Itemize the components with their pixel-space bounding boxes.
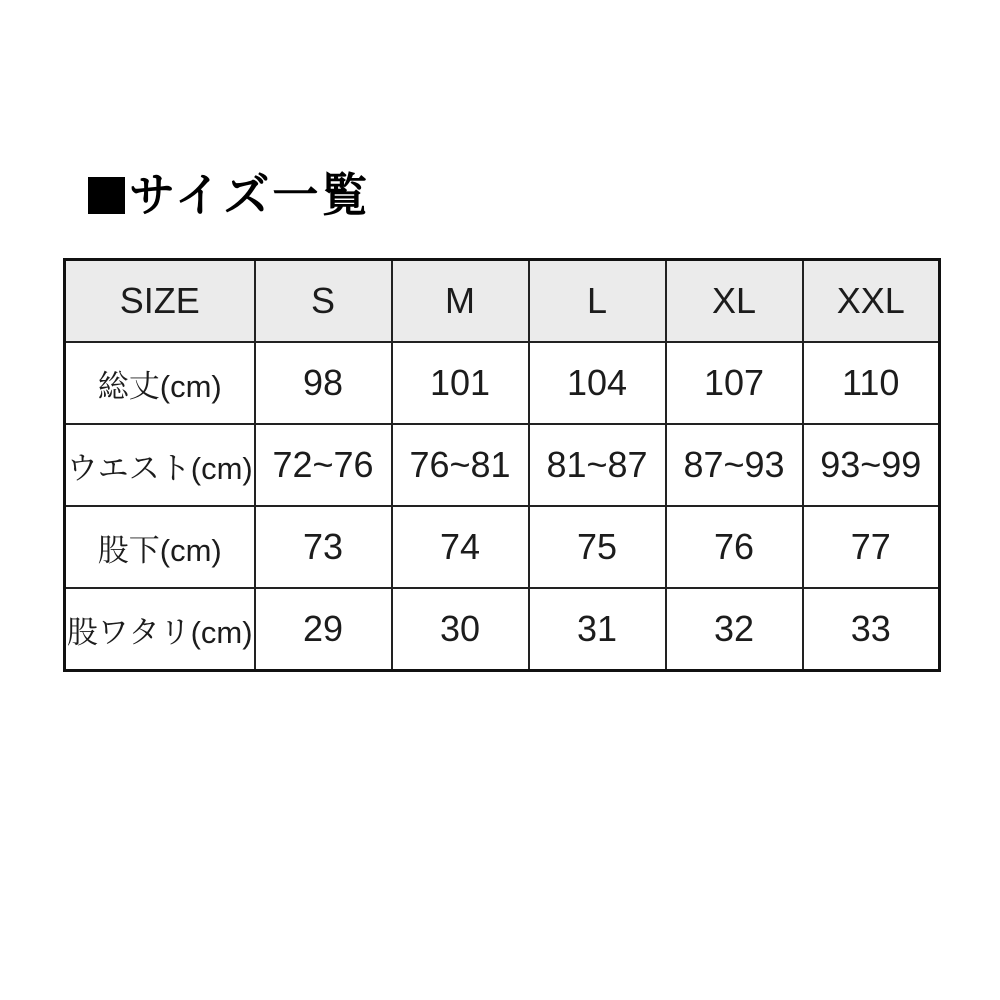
table-row-waist (65, 424, 940, 506)
value-cell: 32 (666, 588, 803, 671)
page-title (88, 169, 371, 221)
value-cell: 87~93 (666, 424, 803, 506)
header-cell-size: SIZE (65, 260, 255, 343)
header-cell-m: M (392, 260, 529, 343)
row-label-thigh-width: 股ワタリ(cm) (65, 588, 255, 671)
row-label-waist: ウエスト(cm) (65, 424, 255, 506)
value-cell: 110 (803, 342, 940, 424)
size-chart-table (63, 258, 941, 672)
value-cell: 76 (666, 506, 803, 588)
value-cell: 30 (392, 588, 529, 671)
value-cell: 74 (392, 506, 529, 588)
page-title-text: サイズ一覧 (129, 169, 371, 221)
row-label-inseam: 股下(cm) (65, 506, 255, 588)
value-cell: 93~99 (803, 424, 940, 506)
value-cell: 33 (803, 588, 940, 671)
header-cell-xl: XL (666, 260, 803, 343)
value-cell: 104 (529, 342, 666, 424)
black-square-icon (88, 177, 125, 214)
table-row-thigh-width (65, 588, 940, 671)
value-cell: 76~81 (392, 424, 529, 506)
value-cell: 75 (529, 506, 666, 588)
value-cell: 101 (392, 342, 529, 424)
value-cell: 73 (255, 506, 392, 588)
value-cell: 31 (529, 588, 666, 671)
header-cell-l: L (529, 260, 666, 343)
value-cell: 81~87 (529, 424, 666, 506)
table-row-total-length (65, 342, 940, 424)
value-cell: 72~76 (255, 424, 392, 506)
value-cell: 98 (255, 342, 392, 424)
value-cell: 77 (803, 506, 940, 588)
header-row (65, 260, 940, 343)
header-cell-xxl: XXL (803, 260, 940, 343)
table-row-inseam (65, 506, 940, 588)
header-cell-s: S (255, 260, 392, 343)
row-label-total-length: 総丈(cm) (65, 342, 255, 424)
value-cell: 29 (255, 588, 392, 671)
value-cell: 107 (666, 342, 803, 424)
